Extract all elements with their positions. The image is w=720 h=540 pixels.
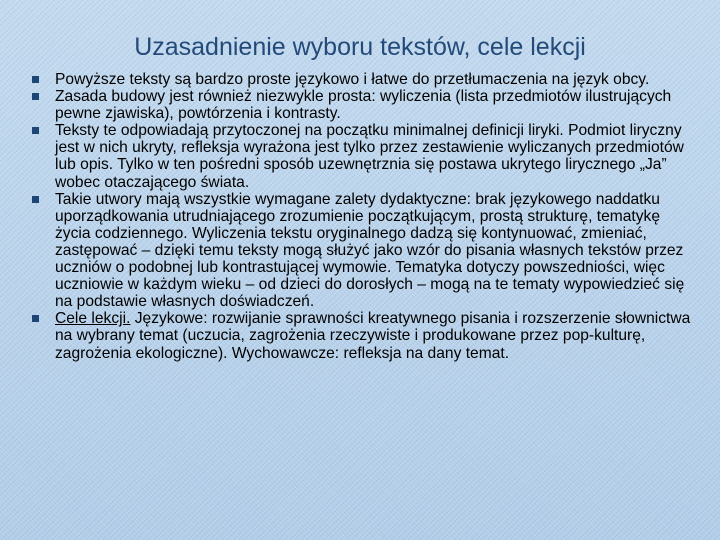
bullet-item — [30, 88, 698, 122]
lesson-goals-label: Cele lekcji. — [55, 310, 131, 328]
slide-title: Uzasadnienie wyboru tekstów, cele lekcji — [134, 33, 586, 61]
bullet-item — [30, 310, 698, 361]
bullet-text: Językowe: rozwijanie sprawności kreatywnego pisania i rozszerzenie słownictwa na wybrany temat (uczucia, zagrożenia rzeczywiste i produkowane przez pop-kulturę, zagrożenia ekologiczne). Wychowawcze: refleksja na dany temat. — [55, 310, 691, 362]
square-bullet-icon — [32, 315, 39, 322]
square-bullet-icon — [32, 127, 39, 134]
bullet-text: Takie utwory mają wszystkie wymagane zalety dydaktyczne: brak językowego naddatku uporządkowania utrudniającego zrozumienie początkującym, prostą strukturę, tematykę życia codziennego. Wyliczenia tekstu oryginalnego dadzą się kontynuować, zmieniać, zastępować – dzięki temu teksty mogą służyć jako wzór do pisania własnych tekstów przez uczniów o podobnej lub kontrastującej wymowie. Tematyka dotyczy powszedniości, więc uczniowie w każdym wieku – od dzieci do dorosłych – mogą na te tematy wypowiedzieć się na podstawie własnych doświadczeń. — [55, 190, 685, 311]
bullet-list — [30, 71, 698, 362]
square-bullet-icon — [32, 196, 39, 203]
bullet-text: Powyższe teksty są bardzo proste językowo i łatwe do przetłumaczenia na język obcy. — [55, 71, 650, 88]
bullet-item — [30, 191, 698, 311]
bullet-item — [30, 71, 698, 88]
bullet-text: Zasada budowy jest również niezwykle prosta: wyliczenia (lista przedmiotów ilustrujących pewne zjawiska), powtórzenia i kontrasty. — [55, 88, 672, 123]
bullet-item — [30, 122, 698, 190]
bullet-text: Teksty te odpowiadają przytoczonej na początku minimalnej definicji liryki. Podmiot liryczny jest w nich ukryty, refleksja wyrażona jest tylko przez zestawienie wyliczanych przedmiotów lub opis. Tylko w ten pośredni sposób uzewnętrznia się postawa ukrytego lirycznego „Ja” wobec otaczającego świata. — [55, 122, 684, 191]
square-bullet-icon — [32, 93, 39, 100]
square-bullet-icon — [32, 76, 39, 83]
